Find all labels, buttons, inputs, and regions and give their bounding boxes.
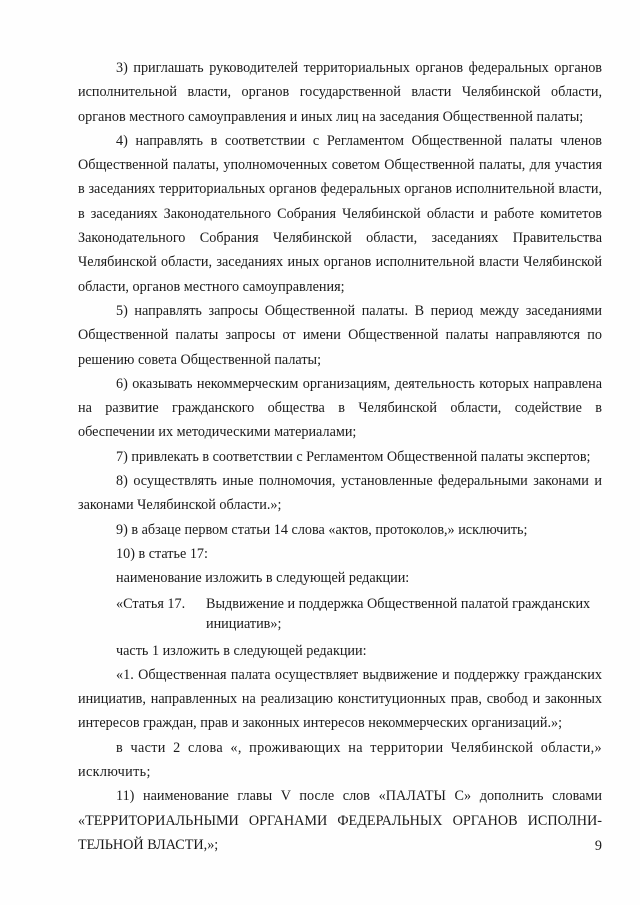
- paragraph-item-5: 5) направлять запросы Общественной палаты. В период между заседаниями Общественной палаты запросы от имени Общественной палаты направляются по решению совета Общественной палаты;: [78, 302, 602, 368]
- paragraph-item-10: 10) в статье 17:: [116, 545, 208, 562]
- paragraph-item-11: 11) наименование главы V после слов «ПАЛАТЫ С» дополнить словами «ТЕРРИТОРИАЛЬНЫМИ ОРГАНАМИ ФЕДЕРАЛЬНЫХ ОРГАНОВ ИСПОЛНИ-ТЕЛЬНОЙ ВЛАСТИ,»;: [78, 788, 602, 853]
- paragraph-name-instruction: наименование изложить в следующей редакции:: [116, 570, 410, 587]
- paragraph-item-6: 6) оказывать некоммерческим организациям, деятельность которых направлена на развитие гражданского общества в Челябинской области, содействие в обеспечении их методическими материалами;: [78, 375, 602, 441]
- paragraph-item-3: 3) приглашать руководителей территориальных органов федеральных органов исполнительной власти, органов государственной власти Челябинской области, органов местного самоуправления и иных лиц на заседания Общественной палаты;: [78, 60, 602, 125]
- paragraph-part1-instruction: часть 1 изложить в следующей редакции:: [116, 642, 367, 659]
- article-number: «Статья 17.: [116, 595, 186, 612]
- paragraph-item-4: 4) направлять в соответствии с Регламентом Общественной палаты членов Общественной палаты, уполномоченных советом Общественной палаты, для участия в заседаниях территориальных органов федеральных органов исполнительной власти, в заседаниях Законодательного Собрания Челябинской области и работе комитетов Законодательного Собрания Челябинской области, заседаниях Правительства Челябинской области, заседаниях иных органов исполнительной власти Челябинской области, органов местного самоуправления;: [78, 132, 602, 295]
- article-title: Выдвижение и поддержка Общественной палатой гражданских инициатив»;: [206, 595, 591, 632]
- page-number: 9: [594, 838, 602, 854]
- paragraph-part1-text: «1. Общественная палата осуществляет выдвижение и поддержку гражданских инициатив, направленных на реализацию конституционных прав, свобод и законных интересов граждан, прав и законных интересов некоммерческих организаций.»;: [78, 666, 602, 732]
- article-heading: [78, 594, 602, 638]
- paragraph-part2-instruction: в части 2 слова «, проживающих на территории Челябинской области,» исключить;: [78, 739, 602, 781]
- paragraph-item-9: 9) в абзаце первом статьи 14 слова «актов, протоколов,» исключить;: [116, 521, 528, 538]
- paragraph-item-8: 8) осуществлять иные полномочия, установленные федеральными законами и законами Челябинской области.»;: [78, 473, 602, 514]
- paragraph-item-7: 7) привлекать в соответствии с Регламентом Общественной палаты экспертов;: [116, 448, 591, 465]
- document-body: [78, 56, 602, 857]
